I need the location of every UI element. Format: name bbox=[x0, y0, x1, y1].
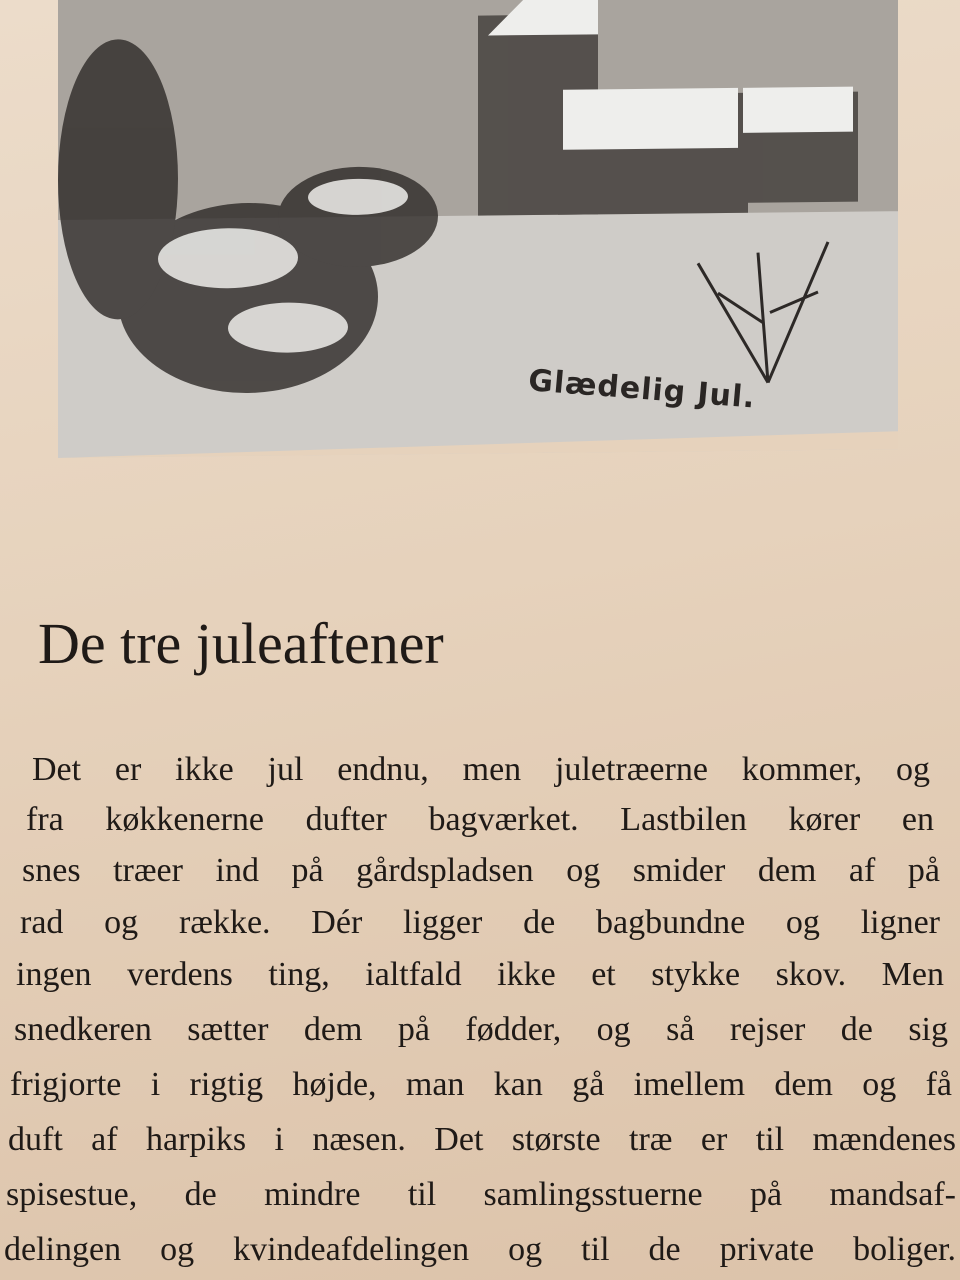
illustration-caption: Glædelig Jul. bbox=[526, 363, 757, 416]
body-line: snedkeren sætter dem på fødder, og så rejser de sig bbox=[14, 1011, 948, 1048]
body-line: ingen verdens ting, ialtfald ikke et stykke skov. Men bbox=[16, 956, 944, 993]
body-line: fra køkkenerne dufter bagværket. Lastbilen kører en bbox=[26, 801, 934, 838]
body-line: duft af harpiks i næsen. Det største træ er til mændenes bbox=[8, 1121, 956, 1158]
body-line: rad og række. Dér ligger de bagbundne og ligner bbox=[20, 904, 940, 941]
chapter-title: De tre juleaftener bbox=[38, 611, 444, 676]
body-line: spisestue, de mindre til samlingsstuerne på mandsaf- bbox=[6, 1176, 956, 1213]
body-line: Det er ikke jul endnu, men juletræerne kommer, og bbox=[32, 751, 930, 788]
body-line: frigjorte i rigtig højde, man kan gå imellem dem og få bbox=[10, 1066, 952, 1103]
body-line: snes træer ind på gårdspladsen og smider dem af på bbox=[22, 852, 940, 889]
winter-church-illustration bbox=[58, 0, 898, 458]
body-line: delingen og kvindeafdelingen og til de private boliger. bbox=[4, 1231, 956, 1268]
illustration-image bbox=[58, 0, 898, 458]
